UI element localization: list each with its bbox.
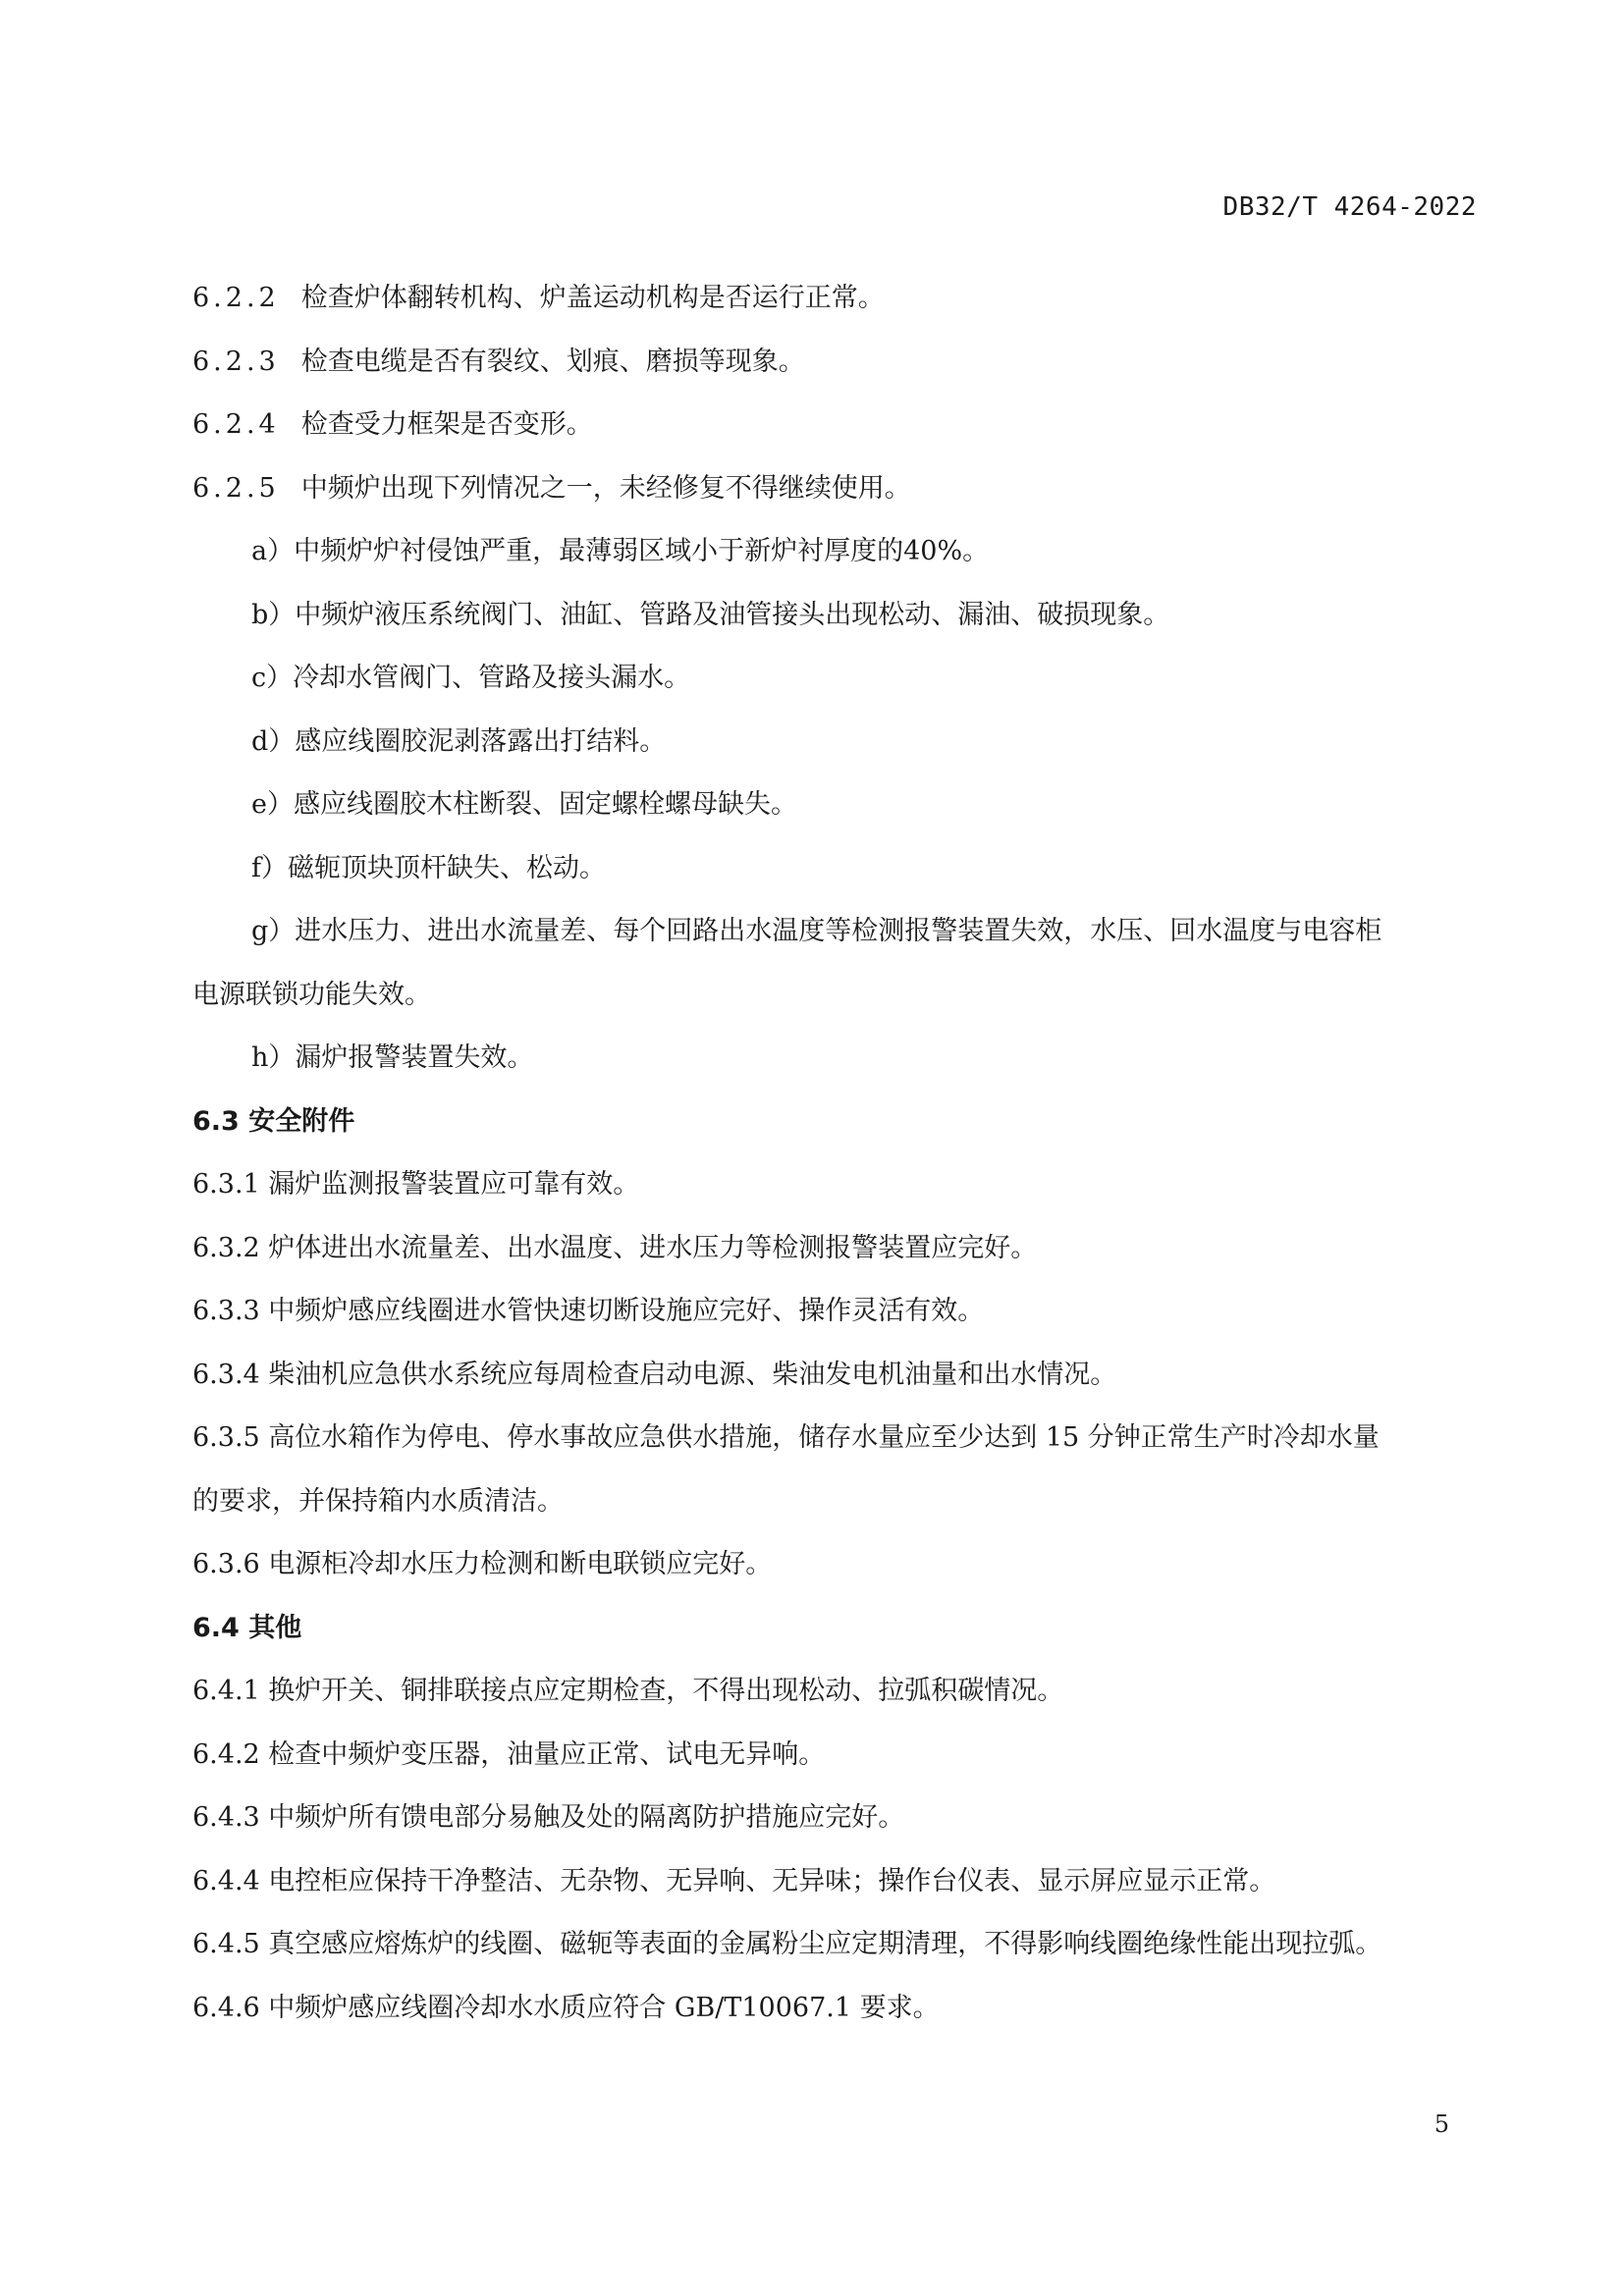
list-item: e）感应线圈胶木柱断裂、固定螺栓螺母缺失。	[251, 789, 797, 820]
list-item: a）中频炉炉衬侵蚀严重，最薄弱区域小于新炉衬厚度的40%。	[251, 536, 990, 566]
clause-6-3-1: 6.3.1 漏炉监测报警装置应可靠有效。	[192, 1169, 640, 1200]
clause-6-3-2: 6.3.2 炉体进出水流量差、出水温度、进水压力等检测报警装置应完好。	[192, 1232, 1038, 1263]
clause-6-3-6: 6.3.6 电源柜冷却水压力检测和断电联锁应完好。	[192, 1549, 773, 1579]
clause-number: 6.2.3	[192, 346, 280, 377]
clause-number: 6.2.4	[192, 409, 280, 440]
document-body	[192, 267, 1479, 2040]
list-item-continuation: 电源联锁功能失效。	[192, 979, 431, 1010]
clause-text: 检查电缆是否有裂纹、划痕、磨损等现象。	[300, 346, 805, 377]
section-heading-6-4: 6.4 其他	[192, 1612, 302, 1643]
clause-text: 检查炉体翻转机构、炉盖运动机构是否运行正常。	[300, 283, 885, 313]
list-item: c）冷却水管阀门、管路及接头漏水。	[251, 663, 691, 693]
clause-6-3-4: 6.3.4 柴油机应急供水系统应每周检查启动电源、柴油发电机油量和出水情况。	[192, 1359, 1117, 1390]
clause-6-2-4	[192, 394, 1479, 457]
clause-6-2-3	[192, 331, 1479, 395]
clause-6-3-5-continuation: 的要求，并保持箱内水质清洁。	[192, 1485, 564, 1517]
page-number: 5	[1434, 2110, 1449, 2138]
list-item: b）中频炉液压系统阀门、油缸、管路及油管接头出现松动、漏油、破损现象。	[251, 599, 1170, 630]
clause-6-2-2	[192, 267, 1479, 331]
list-item: f）磁轭顶块顶杆缺失、松动。	[251, 852, 606, 883]
clause-text: 中频炉出现下列情况之一，未经修复不得继续使用。	[300, 472, 911, 504]
clause-number: 6.2.5	[192, 472, 280, 504]
clause-6-4-5: 6.4.5 真空感应熔炼炉的线圈、磁轭等表面的金属粉尘应定期清理，不得影响线圈绝缘性能出现拉弧。	[192, 1929, 1382, 1959]
clause-6-4-4: 6.4.4 电控柜应保持干净整洁、无杂物、无异响、无异味；操作台仪表、显示屏应显示正常。	[192, 1865, 1276, 1896]
list-item: h）漏炉报警装置失效。	[251, 1042, 534, 1073]
clause-6-2-5	[192, 457, 1479, 521]
clause-6-4-2: 6.4.2 检查中频炉变压器，油量应正常、试电无异响。	[192, 1738, 826, 1770]
section-heading-6-3: 6.3 安全附件	[192, 1105, 355, 1137]
document-code: DB32/T 4264-2022	[1222, 192, 1477, 222]
list-item: g）进水压力、进出水流量差、每个回路出水温度等检测报警装置失效，水压、回水温度与电容柜	[251, 916, 1382, 946]
clause-6-4-1: 6.4.1 换炉开关、铜排联接点应定期检查，不得出现松动、拉弧积碳情况。	[192, 1676, 1064, 1706]
clause-6-4-3: 6.4.3 中频炉所有馈电部分易触及处的隔离防护措施应完好。	[192, 1802, 905, 1833]
clause-text: 检查受力框架是否变形。	[300, 409, 593, 440]
list-item: d）感应线圈胶泥剥落露出打结料。	[251, 725, 667, 757]
clause-number: 6.2.2	[192, 283, 280, 313]
clause-6-3-3: 6.3.3 中频炉感应线圈进水管快速切断设施应完好、操作灵活有效。	[192, 1296, 985, 1326]
clause-6-3-5: 6.3.5 高位水箱作为停电、停水事故应急供水措施，储存水量应至少达到 15 分钟正常生产时冷却水量	[192, 1422, 1380, 1453]
clause-6-4-6: 6.4.6 中频炉感应线圈冷却水水质应符合 GB/T10067.1 要求。	[192, 1992, 940, 2023]
